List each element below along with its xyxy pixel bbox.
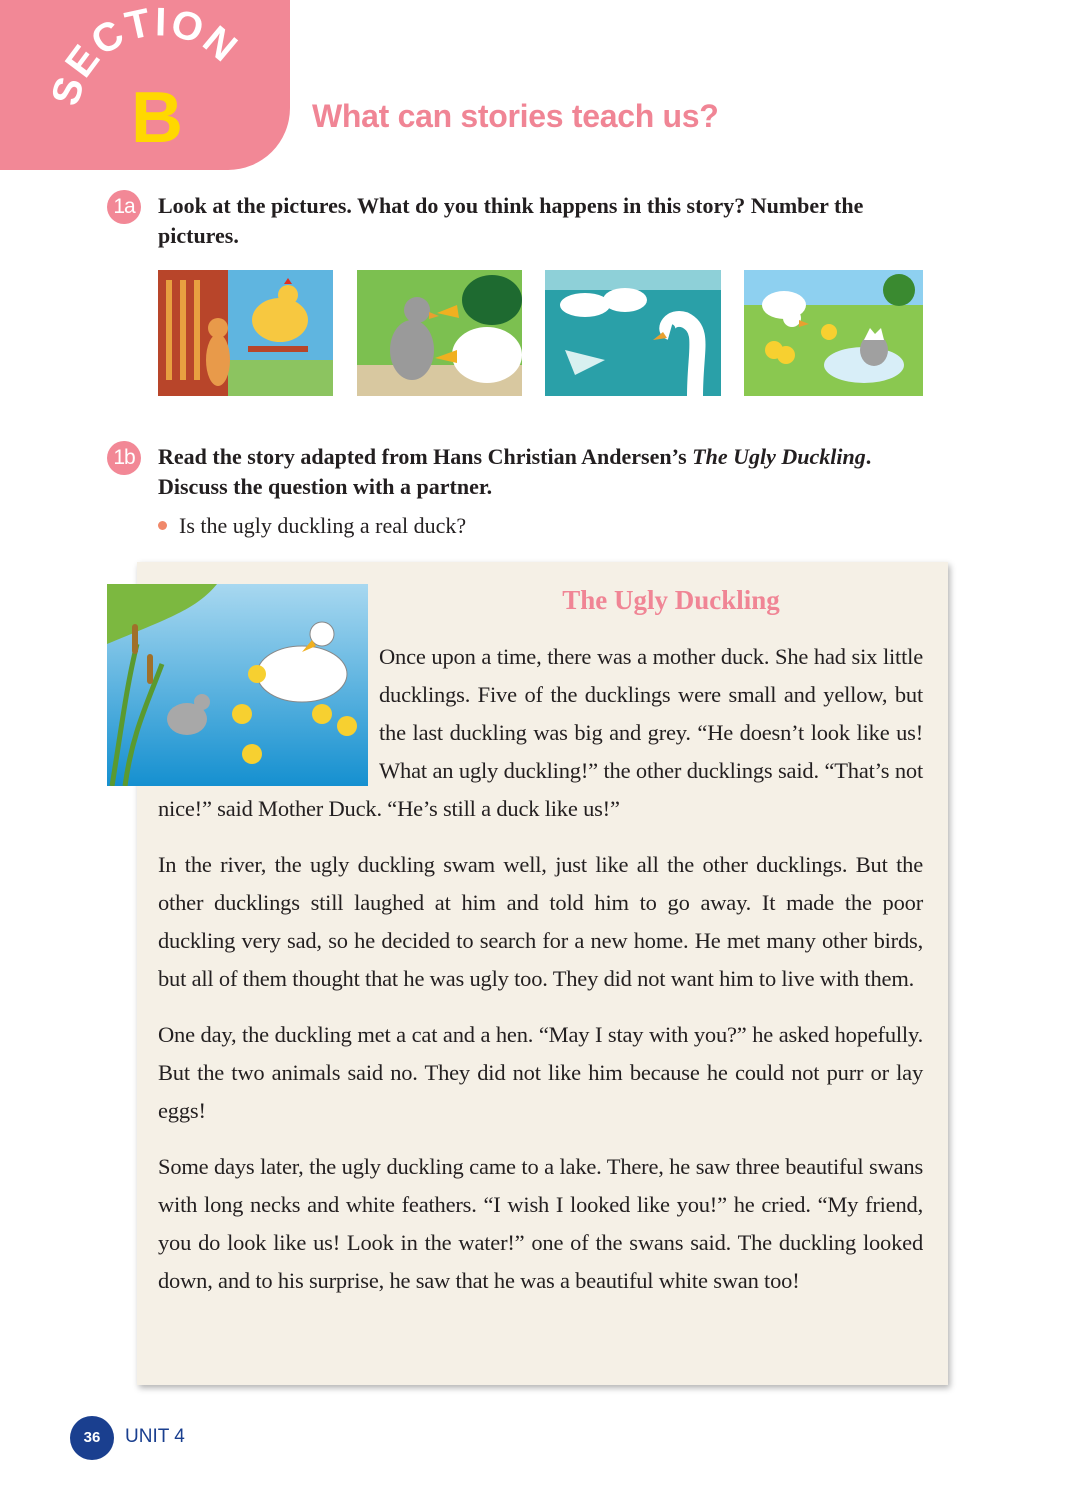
section-tab (0, 0, 290, 170)
instruction-text: Read the story adapted from Hans Christian Andersen’s (158, 444, 693, 469)
question-text: Is the ugly duckling a real duck? (179, 513, 467, 538)
book-title: The Ugly Duckling (692, 444, 866, 469)
page-number: 36 (70, 1416, 114, 1460)
ducklings-hatching-picture (744, 270, 923, 396)
story-paragraph-1: Once upon a time, there was a mother duck. She had six little ducklings. Five of the ducklings were small and yellow, but the last duckling was big and grey. “He doesn’t look like us! What an ugly duckling!” the other ducklings said. “That’s not nice!” said Mother Duck. “He’s still a duck like us!” (158, 644, 923, 821)
instruction-1a: Look at the pictures. What do you think happens in this story? Number the pictures. (158, 193, 864, 248)
section-logo (0, 0, 290, 170)
story-paragraph-3: One day, the duckling met a cat and a hen. “May I stay with you?” he asked hopefully. But the two animals said no. They did not like him because he could not purr or lay eggs! (158, 1022, 923, 1123)
page-title: What can stories teach us? (312, 98, 719, 134)
instruction-text: . Discuss the question with a partner. (158, 444, 872, 499)
cat-and-hen-picture (158, 270, 333, 396)
story-paragraph-4: Some days later, the ugly duckling came to a lake. There, he saw three beautiful swans with long necks and white feathers. “I wish I looked like you!” he cried. “My friend, you do look like us! Look in the water!” one of the swans said. The duckling looked down, and to his surprise, he saw that he was a beautiful white swan too! (158, 1154, 923, 1293)
section-letter: B (131, 78, 183, 158)
discussion-question (158, 513, 466, 539)
section-word: SECTION (43, 0, 247, 111)
swans-on-lake-picture (545, 270, 721, 396)
task-badge-1b: 1b (107, 441, 141, 475)
grey-duckling-and-ducks-picture (357, 270, 522, 396)
story-paragraph-2: In the river, the ugly duckling swam well, just like all the other ducklings. But the other ducklings still laughed at him and told him to go away. It made the poor duckling very sad, so he decided to search for a new home. He met many other birds, but all of them thought that he was ugly too. They did not want him to live with them. (158, 852, 923, 991)
task-badge-1a: 1a (107, 190, 141, 224)
instruction-1b (158, 442, 938, 502)
duck-family-picture (107, 584, 368, 786)
story-title: The Ugly Duckling (562, 585, 780, 615)
bullet-icon (158, 521, 167, 530)
unit-label: UNIT 4 (125, 1426, 185, 1447)
story-box (137, 562, 948, 1385)
